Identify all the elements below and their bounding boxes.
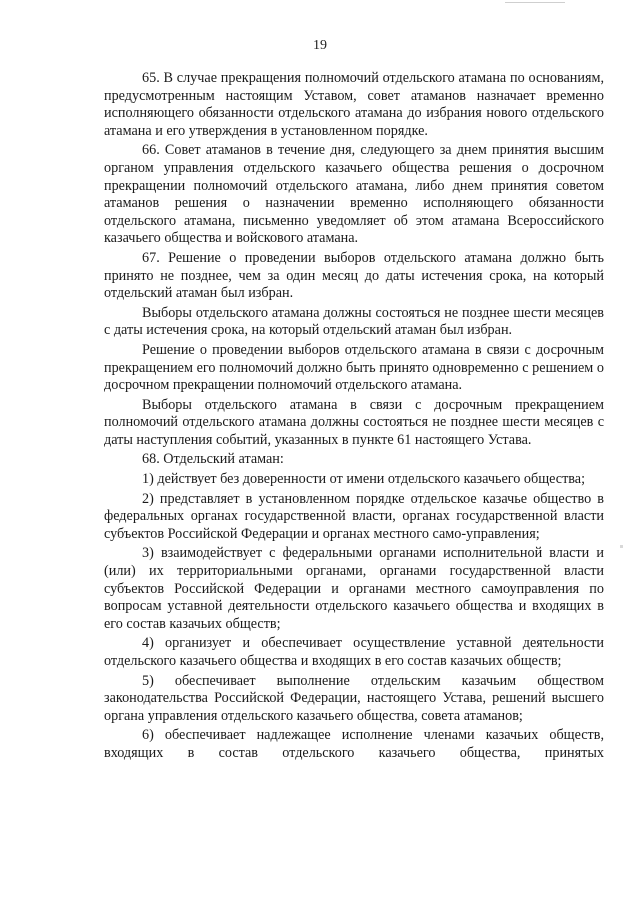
list-item-5: 5) обеспечивает выполнение отдельским казачьим обществом законодательства Российской Федерации, настоящего Устава, решений высшего органа управления отдельского казачьего общества, совета атаманов;: [104, 672, 604, 724]
scan-dot-mark: [620, 545, 623, 548]
paragraph-65: 65. В случае прекращения полномочий отдельского атамана по основаниям, предусмотренным настоящим Уставом, совет атаманов назначает временно исполняющего обязанности отдельского атамана до избрания нового отдельского атамана и его утверждения в установленном порядке.: [104, 70, 604, 139]
list-item-2: 2) представляет в установленном порядке отдельское казачье общество в федеральных органах государственной власти, органах государственной власти субъектов Российской Федерации и органах местного само-управления;: [104, 490, 604, 542]
list-item-3: 3) взаимодействует с федеральными органами исполнительной власти и (или) их территориальными органами, органами государственной власти субъектов Российской Федерации и органами местного самоуправления по вопросам уставной деятельности отдельского казачьего общества и входящих в его состав казачьих обществ;: [104, 545, 604, 632]
paragraph-66: 66. Совет атаманов в течение дня, следующего за днем принятия высшим органом управления отдельского казачьего общества решения о досрочном прекращении полномочий отдельского атамана, либо днем принятия советом атаманов решения о назначении временно исполняющего обязанности отдельского атамана, письменно уведомляет об этом атамана Всероссийского казачьего общества и войскового атамана.: [104, 142, 604, 247]
paragraph-67-elections-term: Выборы отдельского атамана должны состояться не позднее шести месяцев с даты истечения срока, на который отдельский атаман был избран.: [104, 304, 604, 339]
paragraph-68-heading: 68. Отдельский атаман:: [142, 451, 284, 468]
document-body: [104, 70, 604, 763]
paragraph-67-early-elections: Выборы отдельского атамана в связи с досрочным прекращением полномочий отдельского атамана должны состояться не позднее шести месяцев с даты наступления событий, указанных в пункте 61 настоящего Устава.: [104, 396, 604, 448]
scan-edge-mark: [505, 2, 565, 3]
list-item-4: 4) организует и обеспечивает осуществление уставной деятельности отдельского казачьего общества и входящих в его состав казачьих обществ;: [104, 635, 604, 669]
paragraph-67: 67. Решение о проведении выборов отдельского атамана должно быть принято не позднее, чем за один месяц до даты истечения срока, на который отдельский атаман был избран.: [104, 249, 604, 302]
list-item-6: 6) обеспечивает надлежащее исполнение членами казачьих обществ, входящих в состав отдельского казачьего общества, принятых: [104, 727, 604, 761]
page-number: 19: [313, 38, 327, 53]
list-item-1: 1) действует без доверенности от имени отдельского казачьего общества;: [142, 471, 586, 488]
paragraph-67-early-termination-decision: Решение о проведении выборов отдельского атамана в связи с досрочным прекращением его полномочий должно быть принято одновременно с решением о досрочном прекращении полномочий отдельского атамана.: [104, 341, 604, 394]
